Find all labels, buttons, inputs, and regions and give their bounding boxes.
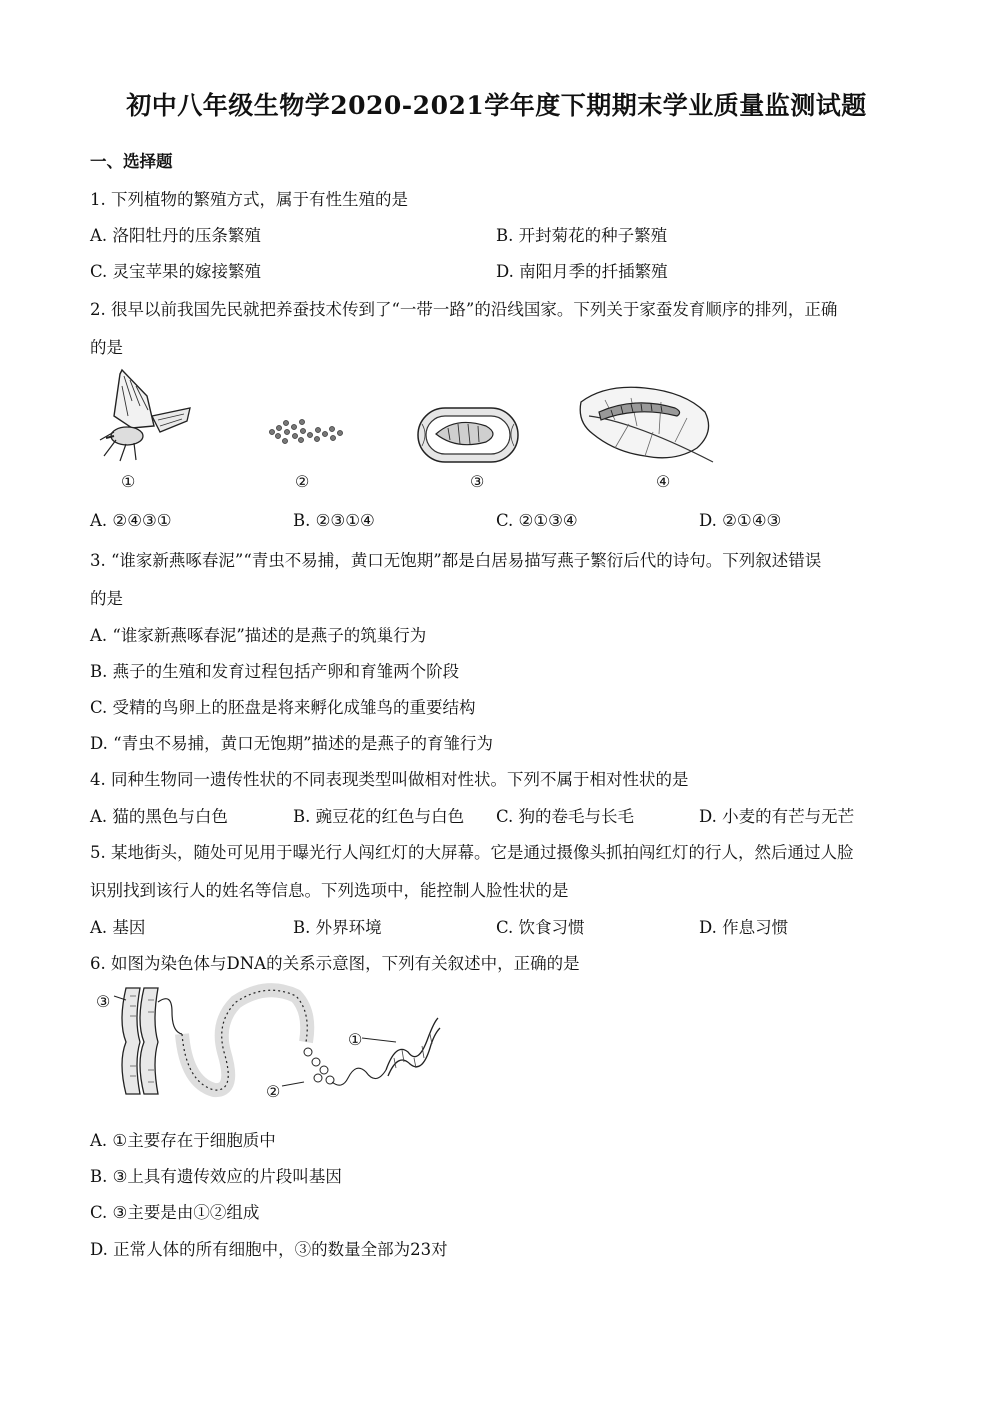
q6-option-b: B. ③上具有遗传效应的片段叫基因 xyxy=(90,1167,342,1186)
q2-option-a: A. ②④③① xyxy=(90,511,172,530)
fig6-label-1: ① xyxy=(348,1030,363,1049)
q1-option-c: C. 灵宝苹果的嫁接繁殖 xyxy=(90,262,262,281)
question-1-stem: 1. 下列植物的繁殖方式，属于有性生殖的是 xyxy=(90,190,408,209)
question-5-stem: 5. 某地街头，随处可见用于曝光行人闯红灯的大屏幕。它是通过摄像头抓拍闯红灯的行人，然后通过人脸 xyxy=(90,843,854,862)
fig-label-2: ② xyxy=(295,472,310,491)
question-6-stem: 6. 如图为染色体与DNA的关系示意图，下列有关叙述中，正确的是 xyxy=(90,954,580,973)
q4-option-b: B. 豌豆花的红色与白色 xyxy=(293,807,465,826)
q3-option-b: B. 燕子的生殖和发育过程包括产卵和育雏两个阶段 xyxy=(90,662,460,681)
eggs-figure xyxy=(266,414,348,450)
fig-label-4: ④ xyxy=(656,472,671,491)
q3-option-d: D. “青虫不易捕，黄口无饱期”描述的是燕子的育雏行为 xyxy=(90,734,494,753)
pupa-cocoon-figure xyxy=(416,404,520,466)
q4-option-d: D. 小麦的有芒与无芒 xyxy=(699,807,855,826)
fig6-label-3: ③ xyxy=(96,992,111,1011)
fig-label-1: ① xyxy=(121,472,136,491)
q2-option-b: B. ②③①④ xyxy=(293,511,375,530)
q1-option-b: B. 开封菊花的种子繁殖 xyxy=(496,226,668,245)
q1-option-d: D. 南阳月季的扦插繁殖 xyxy=(496,262,668,281)
question-3-stem: 3. “谁家新燕啄春泥”“青虫不易捕，黄口无饱期”都是白居易描写燕子繁衍后代的诗句。下列叙述错误 xyxy=(90,551,822,570)
q3-option-a: A. “谁家新燕啄春泥”描述的是燕子的筑巢行为 xyxy=(90,626,427,645)
q4-option-a: A. 猫的黑色与白色 xyxy=(90,807,228,826)
q5-option-c: C. 饮食习惯 xyxy=(496,918,585,937)
q2-option-d: D. ②①④③ xyxy=(699,511,782,530)
question-3-stem-cont: 的是 xyxy=(90,589,123,608)
q6-option-a: A. ①主要存在于细胞质中 xyxy=(90,1131,276,1150)
moth-figure xyxy=(92,366,197,466)
fig-label-3: ③ xyxy=(470,472,485,491)
question-4-stem: 4. 同种生物同一遗传性状的不同表现类型叫做相对性状。下列不属于相对性状的是 xyxy=(90,770,689,789)
q2-option-c: C. ②①③④ xyxy=(496,511,578,530)
larva-on-leaf-figure xyxy=(575,382,720,468)
question-2-stem: 2. 很早以前我国先民就把养蚕技术传到了“一带一路”的沿线国家。下列关于家蚕发育顺序的排列，正确 xyxy=(90,300,838,319)
fig6-label-2: ② xyxy=(266,1082,281,1101)
q5-option-a: A. 基因 xyxy=(90,918,146,937)
q6-option-c: C. ③主要是由①②组成 xyxy=(90,1203,260,1222)
page-title: 初中八年级生物学2020-2021学年度下期期末学业质量监测试题 xyxy=(126,91,867,120)
question-5-stem-cont: 识别找到该行人的姓名等信息。下列选项中，能控制人脸性状的是 xyxy=(90,881,569,900)
section-heading: 一、选择题 xyxy=(90,152,173,171)
q1-option-a: A. 洛阳牡丹的压条繁殖 xyxy=(90,226,261,245)
question-2-stem-cont: 的是 xyxy=(90,338,123,357)
q3-option-c: C. 受精的鸟卵上的胚盘是将来孵化成雏鸟的重要结构 xyxy=(90,698,476,717)
q6-option-d: D. 正常人体的所有细胞中，③的数量全部为23对 xyxy=(90,1240,448,1259)
q5-option-b: B. 外界环境 xyxy=(293,918,382,937)
q4-option-c: C. 狗的卷毛与长毛 xyxy=(496,807,635,826)
q5-option-d: D. 作息习惯 xyxy=(699,918,789,937)
